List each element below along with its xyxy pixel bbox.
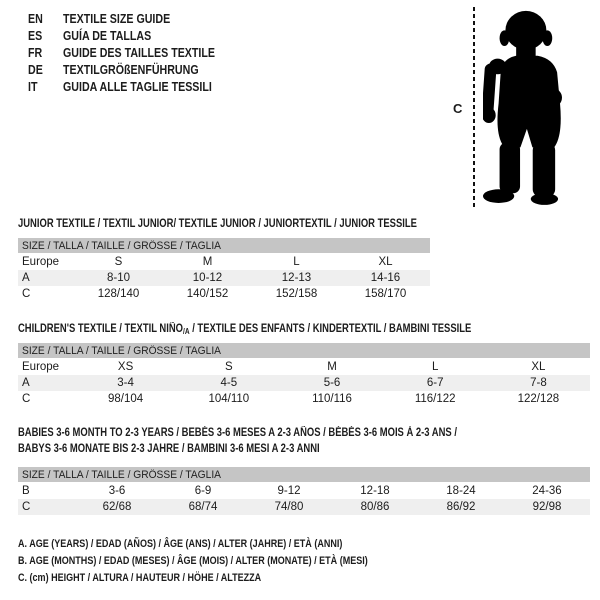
table-cell: 7-8 xyxy=(530,377,547,389)
table-cell: S xyxy=(114,256,123,268)
table-cell: M xyxy=(202,256,213,268)
table-cell: S xyxy=(224,361,233,373)
table-cell: 10-12 xyxy=(192,272,223,284)
footnote-b: B. AGE (MONTHS) / EDAD (MESES) / ÂGE (MOIS) / ALTER (MONATE) / ETÀ (MESI) xyxy=(18,555,368,567)
language-row-es xyxy=(28,27,248,44)
title-text: / TEXTILE DES ENFANTS / KINDERTEXTIL / BAMBINI TESSILE xyxy=(189,323,472,335)
title-text: CHILDREN'S TEXTILE / TEXTIL NIÑO xyxy=(18,323,184,335)
size-header-bar xyxy=(18,343,590,358)
table-cell: XL xyxy=(531,361,546,373)
table-cell: 12-13 xyxy=(281,272,312,284)
language-code: DE xyxy=(28,62,43,77)
table-cell: 3-6 xyxy=(108,485,126,497)
table-cell: 128/140 xyxy=(97,288,140,300)
title-subscript: /A xyxy=(183,327,190,336)
language-title: TEXTILE SIZE GUIDE xyxy=(63,11,171,26)
table-cell: 12-18 xyxy=(360,485,390,497)
childrens-size-table xyxy=(18,343,590,407)
table-cell: 74/80 xyxy=(274,501,304,513)
table-cell: 18-24 xyxy=(446,485,476,497)
language-row-fr xyxy=(28,44,248,61)
table-cell: 116/122 xyxy=(414,393,456,405)
table-cell: XS xyxy=(117,361,134,373)
table-row-height xyxy=(18,286,430,302)
size-header-label: SIZE / TALLA / TAILLE / GRÖSSE / TAGLIA xyxy=(22,468,222,481)
table-cell: 122/128 xyxy=(517,393,560,405)
size-header-label: SIZE / TALLA / TAILLE / GRÖSSE / TAGLIA xyxy=(22,344,222,357)
table-cell: XL xyxy=(378,256,393,268)
table-cell: 92/98 xyxy=(532,501,562,513)
table-cell: 68/74 xyxy=(188,501,218,513)
row-label: A xyxy=(22,377,30,389)
language-title: GUIDA ALLE TAGLIE TESSILI xyxy=(63,79,212,94)
height-measure-label: C xyxy=(453,101,463,116)
language-code: ES xyxy=(28,28,43,43)
table-cell: 6-9 xyxy=(194,485,212,497)
table-row-height xyxy=(18,391,590,407)
title-line-1: BABIES 3-6 MONTH TO 2-3 YEARS / BEBÉS 3-6 MESES A 2-3 AÑOS / BÉBÉS 3-6 MOIS À 2-3 ANS / xyxy=(18,427,457,439)
table-cell: 86/92 xyxy=(446,501,476,513)
height-measure-dashed-line xyxy=(471,7,477,207)
table-cell: 152/158 xyxy=(275,288,318,300)
language-code: EN xyxy=(28,11,43,26)
table-cell: 14-16 xyxy=(370,272,401,284)
row-label: C xyxy=(22,501,31,513)
language-title: GUIDE DES TAILLES TEXTILE xyxy=(63,45,216,60)
table-row-age xyxy=(18,375,590,391)
junior-size-table xyxy=(18,238,430,302)
row-label: Europe xyxy=(22,361,60,373)
row-label: C xyxy=(22,393,31,405)
table-cell: 110/116 xyxy=(312,393,352,405)
table-cell: 3-4 xyxy=(117,377,134,389)
baby-silhouette-image xyxy=(483,2,600,205)
table-row-age xyxy=(18,270,430,286)
junior-table-title: JUNIOR TEXTILE / TEXTIL JUNIOR/ TEXTILE JUNIOR / JUNIORTEXTIL / JUNIOR TESSILE xyxy=(18,218,417,230)
table-cell: 4-5 xyxy=(220,377,238,389)
table-cell: L xyxy=(293,256,300,268)
footnotes xyxy=(18,536,445,587)
language-title: TEXTILGRÖßENFÜHRUNG xyxy=(63,62,199,77)
babies-size-table xyxy=(18,467,590,515)
size-header-bar xyxy=(18,238,430,253)
table-cell: 62/68 xyxy=(102,501,132,513)
table-cell: 158/170 xyxy=(364,288,407,300)
size-header-bar xyxy=(18,467,590,482)
table-row-age-months xyxy=(18,483,590,499)
language-row-de xyxy=(28,61,248,78)
table-cell: L xyxy=(432,361,439,373)
row-label: C xyxy=(22,288,31,300)
row-label: A xyxy=(22,272,30,284)
table-cell: 104/110 xyxy=(208,393,250,405)
table-cell: 140/152 xyxy=(186,288,229,300)
language-row-en xyxy=(28,10,248,27)
table-cell: 5-6 xyxy=(323,377,341,389)
table-cell: M xyxy=(327,361,337,373)
row-label: B xyxy=(22,485,30,497)
table-cell: 80/86 xyxy=(360,501,390,513)
language-code: FR xyxy=(28,45,43,60)
table-cell: 6-7 xyxy=(426,377,444,389)
childrens-table-title xyxy=(18,321,571,338)
table-row-europe xyxy=(18,359,590,375)
table-cell: 98/104 xyxy=(108,393,144,405)
table-cell: 24-36 xyxy=(532,485,562,497)
footnote-c: C. (cm) HEIGHT / ALTURA / HAUTEUR / HÖHE / ALTEZZA xyxy=(18,572,262,584)
row-label: Europe xyxy=(22,256,60,268)
title-line-2: BABYS 3-6 MONATE BIS 2-3 JAHRE / BAMBINI 3-6 MESI A 2-3 ANNI xyxy=(18,443,320,455)
language-row-it xyxy=(28,78,248,95)
table-cell: 9-12 xyxy=(277,485,301,497)
footnote-a: A. AGE (YEARS) / EDAD (AÑOS) / ÂGE (ANS) / ALTER (JAHRE) / ETÀ (ANNI) xyxy=(18,538,343,550)
table-cell: 8-10 xyxy=(106,272,131,284)
language-list xyxy=(28,10,248,95)
table-row-europe xyxy=(18,254,430,270)
babies-table-title xyxy=(18,425,553,457)
language-title: GUÍA DE TALLAS xyxy=(63,28,152,43)
size-header-label: SIZE / TALLA / TAILLE / GRÖSSE / TAGLIA xyxy=(22,239,222,252)
language-code: IT xyxy=(28,79,38,94)
table-row-height xyxy=(18,499,590,515)
